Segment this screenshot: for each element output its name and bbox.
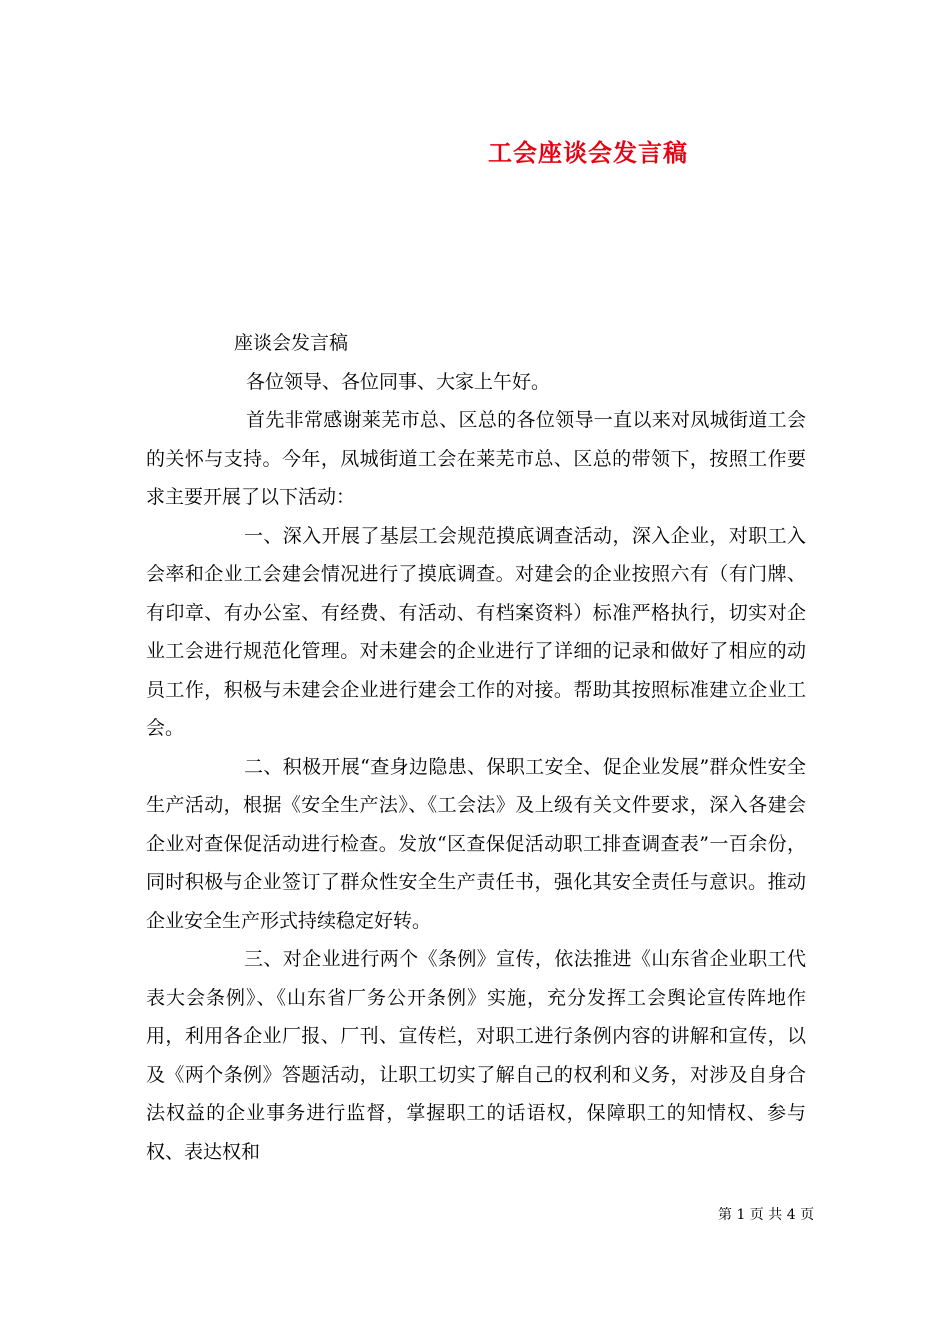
document-title: 工会座谈会发言稿 xyxy=(488,138,688,167)
intro-paragraph: 首先非常感谢莱芜市总、区总的各位领导一直以来对凤城街道工会的关怀与支持。今年，凤城街道工会在莱芜市总、区总的带领下，按照工作要求主要开展了以下活动： xyxy=(146,409,806,508)
greeting-paragraph: 各位领导、各位同事、大家上午好。 xyxy=(246,370,551,393)
section-three-paragraph: 三、对企业进行两个《条例》宣传，依法推进《山东省企业职工代表大会条例》、《山东省厂务公开条例》实施，充分发挥工会舆论宣传阵地作用，利用各企业厂报、厂刊、宣传栏，对职工进行条例内容的讲解和宣传，以及《两个条例》答题活动，让职工切实了解自己的权利和义务，对涉及自身合法权益的企业事务进行监督，掌握职工的话语权，保障职工的知情权、参与权、表达权和 xyxy=(146,948,806,1163)
section-two-paragraph: 二、积极开展“查身边隐患、保职工安全、促企业发展”群众性安全生产活动，根据《安全生产法》、《工会法》及上级有关文件要求，深入各建会企业对查保促活动进行检查。发放“区查保促活动职工排查调查表”一百余份，同时积极与企业签订了群众性安全生产责任书，强化其安全责任与意识。推动企业安全生产形式持续稳定好转。 xyxy=(146,755,806,932)
section-one-paragraph: 一、深入开展了基层工会规范摸底调查活动，深入企业，对职工入会率和企业工会建会情况进行了摸底调查。对建会的企业按照六有（有门牌、有印章、有办公室、有经费、有活动、有档案资料）标准严格执行，切实对企业工会进行规范化管理。对未建会的企业进行了详细的记录和做好了相应的动员工作，积极与未建会企业进行建会工作的对接。帮助其按照标准建立企业工会。 xyxy=(146,524,806,739)
document-body xyxy=(146,324,806,1171)
document-subtitle: 座谈会发言稿 xyxy=(234,332,349,354)
page-number: 第 1 页 共 4 页 xyxy=(718,1207,815,1223)
